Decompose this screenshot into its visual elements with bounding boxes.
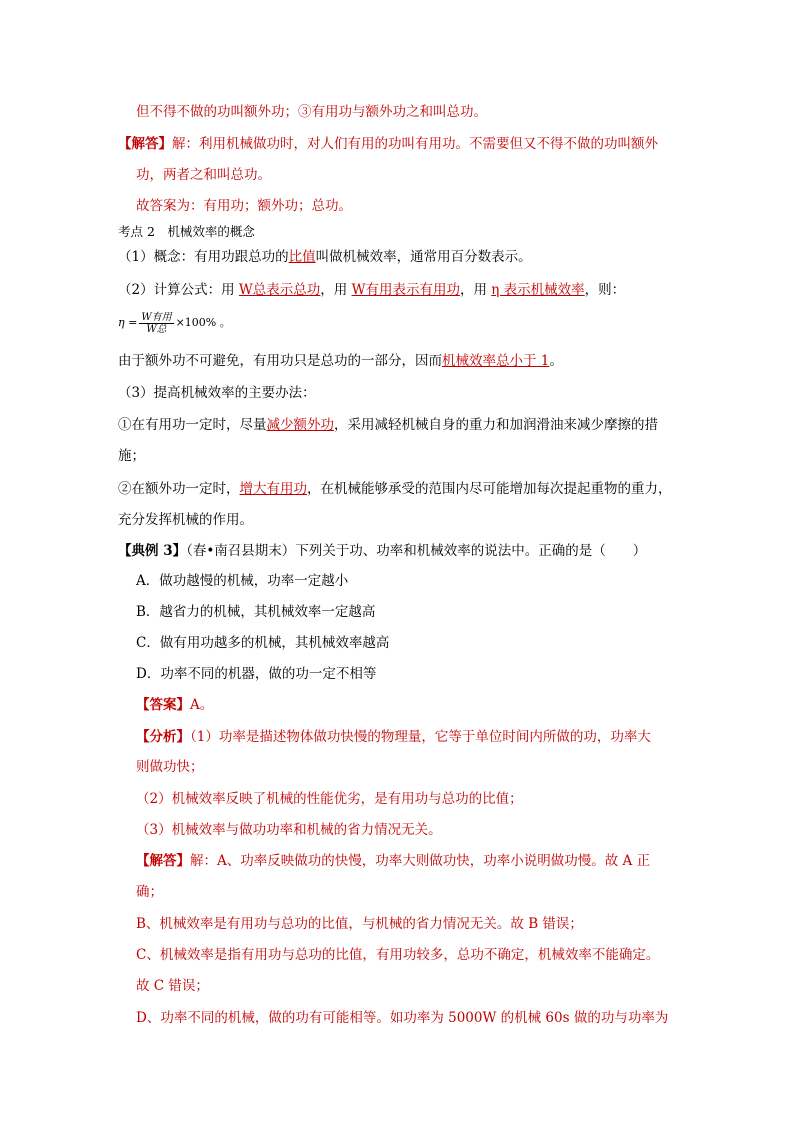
underlined-term: 增大有用功 [239, 481, 307, 497]
option-c: C．做有用功越多的机械，其机械效率越高 [136, 635, 390, 651]
formula-denominator: W总 [146, 323, 167, 335]
text-line [118, 415, 658, 435]
option-a: A．做功越慢的机械，功率一定越小 [136, 573, 349, 589]
text: 解：A、功率反映做功的快慢，功率大则做功快，功率小说明做功慢。故 A 正 [190, 853, 651, 869]
text-line: 则做功快； [136, 759, 204, 775]
text-line: C、机械效率是指有用功与总功的比值，有用功较多，总功不确定，机械效率不能确定。 [136, 947, 660, 963]
text: 解：利用机械做功时，对人们有用的功叫有用功。不需要但又不得不做的功叫额外 [172, 136, 658, 152]
text: 叫做机械效率，通常用百分数表示。 [315, 249, 532, 265]
underlined-term: 减少额外功 [266, 417, 334, 433]
underlined-term: 比值 [288, 249, 316, 265]
section-heading: 考点 2 机械效率的概念 [118, 224, 255, 239]
text-line [136, 851, 650, 871]
formula-tail: ×100% 。 [175, 316, 231, 329]
formula-fraction [139, 312, 173, 335]
text-line [118, 280, 625, 300]
underlined-term: 机械效率总小于 1 [442, 353, 550, 369]
text: ②在额外功一定时， [118, 481, 240, 497]
text: （1）功率是描述物体做功快慢的物理量，它等于单位时间内所做的功，功率大 [190, 729, 651, 745]
underlined-term: η 表示机械效率 [491, 282, 585, 298]
option-d: D．功率不同的机器，做的功一定不相等 [136, 666, 377, 682]
text-line: 功，两者之和叫总功。 [136, 167, 271, 183]
text: ，采用减轻机械自身的重力和加润滑油来减少摩擦的措 [334, 417, 658, 433]
text-line: （3）机械效率与做功功率和机械的省力情况无关。 [136, 822, 442, 838]
text-line: （2）机械效率反映了机械的性能优劣，是有用功与总功的比值； [136, 791, 523, 807]
underlined-term: W总表示总功 [238, 282, 321, 298]
option-b: B．越省力的机械，其机械效率一定越高 [136, 604, 376, 620]
text-line: 充分发挥机械的作用。 [118, 512, 253, 528]
text: ①在有用功一定时，尽量 [118, 417, 267, 433]
text-line [118, 479, 672, 499]
text-line: 故答案为：有用功；额外功；总功。 [136, 198, 352, 214]
solution-tag: 【解答】 [118, 136, 172, 152]
text-line [118, 351, 563, 371]
text-line [136, 727, 651, 747]
underlined-term: W有用表示有用功 [351, 282, 460, 298]
text-line: 但不得不做的功叫额外功；③有用功与额外功之和叫总功。 [136, 104, 487, 120]
example-tag: 【典例 3】 [118, 543, 187, 559]
text-line: 施； [118, 448, 145, 464]
text-line [118, 247, 532, 267]
text-line: 故 C 错误； [136, 978, 209, 994]
text: ，则： [584, 282, 626, 298]
text: 。 [549, 353, 563, 369]
text: 由于额外功不可避免，有用功只是总功的一部分，因而 [118, 353, 442, 369]
analysis-tag: 【分析】 [136, 729, 190, 745]
formula-numerator: W有用 [141, 311, 172, 323]
text-line: 确； [136, 884, 163, 900]
answer-tag: 【答案】 [136, 697, 190, 713]
text-line: D、功率不同的机械，做的功有可能相等。如功率为 5000W 的机械 60s 做的功与功率为 [136, 1010, 669, 1026]
text-line [118, 541, 646, 561]
text: （春•南召县期末）下列关于功、功率和机械效率的说法中。正确的是（ ） [186, 543, 647, 559]
formula-eta: η = [118, 316, 138, 329]
text: （1）概念：有用功跟总功的 [118, 249, 289, 265]
solution-tag: 【解答】 [136, 853, 190, 869]
text-line [118, 134, 658, 154]
answer-value: A。 [190, 697, 214, 713]
text-line: （3）提高机械效率的主要办法： [118, 385, 316, 401]
text: ，用 [320, 282, 352, 298]
text: ，在机械能够承受的范围内尽可能增加每次提起重物的重力， [307, 481, 672, 497]
text-line: B、机械效率是有用功与总功的比值，与机械的省力情况无关。故 B 错误； [136, 916, 583, 932]
text: （2）计算公式：用 [118, 282, 239, 298]
answer-line [136, 695, 213, 715]
formula [118, 308, 231, 338]
text: ，用 [459, 282, 492, 298]
